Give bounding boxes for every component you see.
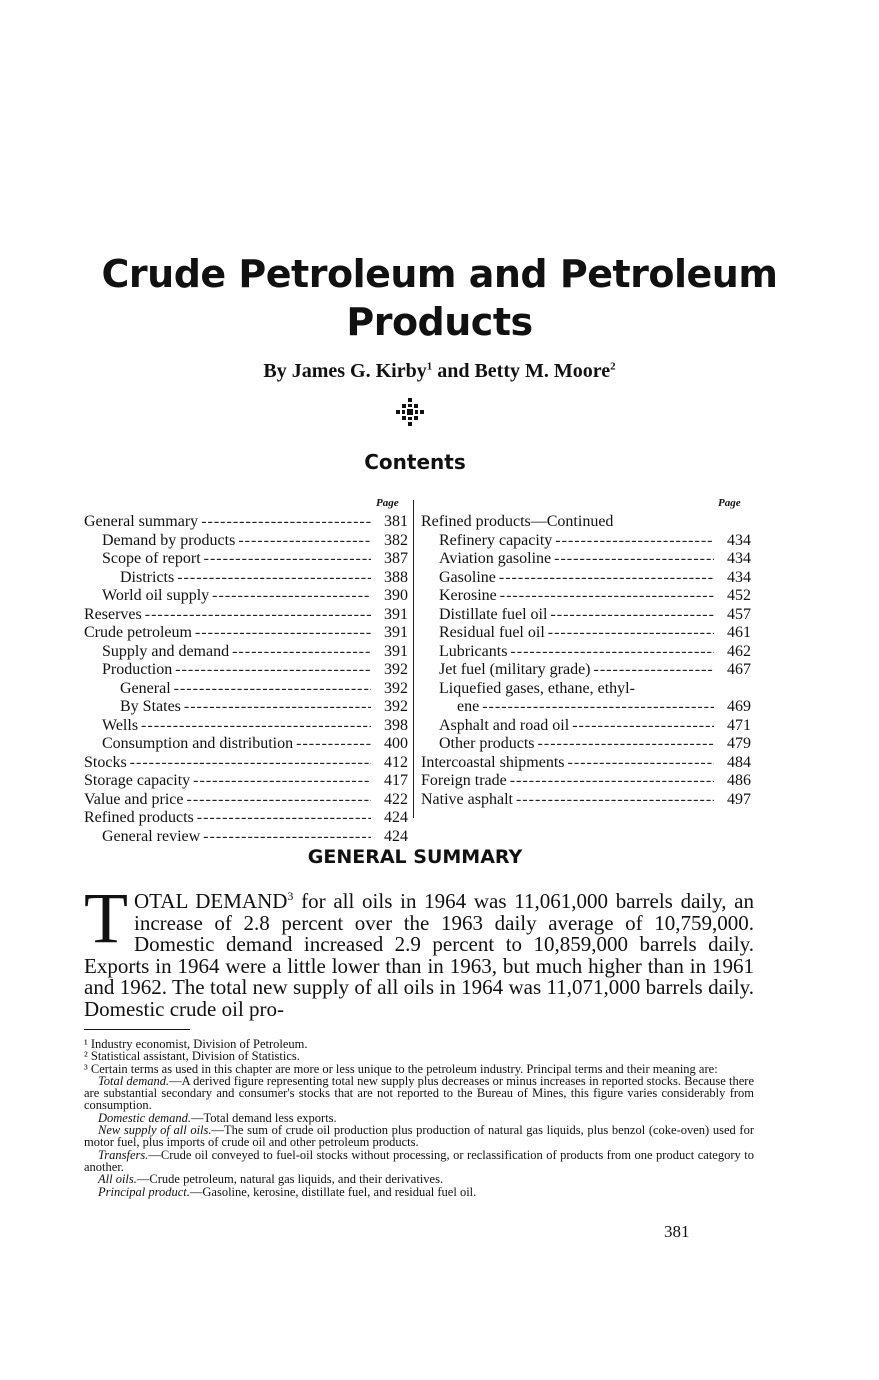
toc-leader-dots — [177, 569, 371, 588]
footnote-2: ² Statistical assistant, Division of Statistics. — [84, 1049, 300, 1064]
page-number: 381 — [664, 1222, 690, 1241]
definition-term: New supply of all oils. — [98, 1123, 212, 1138]
toc-entry-page: 391 — [384, 605, 408, 623]
toc-entry-page: 391 — [384, 624, 408, 641]
toc-leader-dots — [204, 550, 371, 569]
toc-leader-dots — [197, 809, 371, 828]
toc-leader-dots — [555, 532, 714, 551]
toc-left-column — [84, 513, 408, 846]
footnote-mark-3: 3 — [287, 889, 294, 903]
toc-entry — [84, 513, 408, 532]
toc-entry-page: 382 — [384, 531, 408, 549]
toc-leader-dots — [482, 698, 714, 717]
toc-entry-label: Supply and demand — [102, 642, 230, 660]
toc-entry — [421, 569, 751, 588]
toc-entry-page: 392 — [384, 698, 408, 715]
toc-entry — [421, 643, 751, 662]
toc-entry-page: 422 — [384, 790, 408, 808]
toc-leader-dots — [238, 532, 371, 551]
toc-entry-page: 452 — [727, 587, 751, 604]
toc-page-label-right: Page — [718, 497, 741, 509]
toc-entry-label: Native asphalt — [421, 790, 513, 808]
toc-entry-page: 471 — [727, 716, 751, 734]
toc-entry-page: 381 — [384, 513, 408, 530]
toc-entry-label: Gasoline — [439, 568, 496, 586]
toc-entry — [84, 809, 408, 828]
toc-entry-page: 390 — [384, 587, 408, 604]
toc-leader-dots — [203, 828, 371, 847]
toc-entry-page: 391 — [384, 642, 408, 660]
toc-entry-page: 424 — [384, 809, 408, 826]
toc-entry — [421, 680, 751, 699]
body-paragraph — [84, 878, 754, 1021]
footnote-3: ³ Certain terms as used in this chapter are more or less unique to the petroleum industry. Principal terms and their meaning are: — [84, 1061, 718, 1076]
toc-leader-dots — [193, 772, 371, 791]
definition-text: —The sum of crude oil production plus production of natural gas liquids, plus benzol (coke-oven) used for motor fuel, plus imports of crude oil and other petroleum products. — [84, 1123, 754, 1150]
toc-entry-label: Districts — [120, 568, 175, 586]
definition-term: Total demand. — [98, 1073, 170, 1088]
toc-entry — [84, 698, 408, 717]
toc-entry — [84, 624, 408, 643]
toc-entry — [421, 717, 751, 736]
toc-entry-label: Refinery capacity — [439, 531, 553, 549]
definition-text: —Crude oil conveyed to fuel-oil stocks without processing, or reclassification of products from one product category to another. — [84, 1147, 754, 1174]
toc-leader-dots — [187, 791, 371, 810]
toc-entry-page: 424 — [384, 827, 408, 845]
toc-leader-dots — [296, 735, 371, 754]
toc-entry — [421, 587, 751, 606]
toc-entry — [84, 828, 408, 847]
toc-entry-label: Foreign trade — [421, 772, 507, 789]
toc-entry-label: General review — [102, 827, 201, 845]
definition-text: —A derived figure representing total new supply plus decreases or minus increases in reported stocks. Because there are substantial secondary and consumer's stocks that are not reported to the Bureau of Mines, this figure varies considerably from consumption. — [84, 1073, 754, 1113]
definition-text: —Total demand less exports. — [191, 1110, 337, 1125]
footnote-definition — [84, 1149, 754, 1174]
toc-entry-label: Distillate fuel oil — [439, 605, 548, 623]
toc-leader-dots — [499, 569, 714, 588]
toc-entry — [84, 532, 408, 551]
toc-entry-label: Aviation gasoline — [439, 550, 552, 567]
title-line-2: Products — [346, 300, 533, 344]
toc-leader-dots — [141, 717, 371, 736]
toc-right-column — [421, 513, 751, 809]
toc-entry — [84, 680, 408, 699]
ornament-icon — [395, 397, 425, 427]
toc-leader-dots — [568, 754, 714, 773]
toc-entry-label: Demand by products — [102, 531, 236, 549]
toc-entry-label: Intercoastal shipments — [421, 753, 565, 771]
toc-leader-dots — [174, 680, 371, 699]
title-line-1: Crude Petroleum and Petroleum — [101, 252, 778, 296]
definition-term: Principal product. — [98, 1184, 190, 1199]
definition-text: —Crude petroleum, natural gas liquids, and their derivatives. — [136, 1172, 444, 1187]
toc-entry — [84, 606, 408, 625]
byline-author-1: By James G. Kirby — [263, 360, 427, 382]
toc-entry-page: 434 — [727, 568, 751, 586]
toc-entry-label: By States — [120, 698, 181, 715]
toc-leader-dots — [500, 587, 714, 606]
toc-entry-label: Consumption and distribution — [102, 735, 294, 752]
toc-entry — [421, 606, 751, 625]
toc-entry-label: Refined products — [84, 809, 194, 826]
footnote-definition — [84, 1075, 754, 1112]
footnote-definitions — [84, 1075, 754, 1198]
toc-entry-page: 400 — [384, 735, 408, 752]
toc-entry-page: 434 — [727, 550, 751, 567]
toc-entry-label: Wells — [102, 716, 139, 734]
toc-entry-label: World oil supply — [102, 587, 210, 604]
toc-entry — [84, 735, 408, 754]
toc-leader-dots — [594, 661, 715, 680]
byline-author-2: and Betty M. Moore — [432, 360, 611, 382]
toc-entry-label: Residual fuel oil — [439, 624, 545, 641]
toc-entry — [84, 643, 408, 662]
toc-entry — [421, 661, 751, 680]
footnote-definition — [84, 1124, 754, 1149]
definition-term: Domestic demand. — [98, 1110, 192, 1125]
toc-entry-label: Scope of report — [102, 550, 201, 567]
toc-leader-dots — [638, 680, 714, 699]
toc-entry-page: 461 — [727, 624, 751, 641]
toc-entry-label: General summary — [84, 513, 199, 530]
toc-entry-page: 479 — [727, 735, 751, 752]
toc-entry — [421, 698, 751, 717]
toc-entry-page: 457 — [727, 605, 751, 623]
document-title — [0, 250, 879, 346]
toc-divider — [413, 500, 414, 818]
toc-leader-dots — [184, 698, 371, 717]
toc-entry-label: Other products — [439, 735, 535, 752]
toc-entry — [421, 532, 751, 551]
toc-leader-dots — [175, 661, 371, 680]
footnote-rule — [84, 1029, 190, 1030]
footnote-definition — [84, 1186, 754, 1198]
toc-entry-label: Crude petroleum — [84, 624, 192, 641]
toc-entry-page: 417 — [384, 772, 408, 789]
toc-leader-dots — [201, 513, 371, 532]
toc-entry-page: 497 — [727, 790, 751, 808]
toc-entry-page: 398 — [384, 716, 408, 734]
toc-entry — [421, 550, 751, 569]
toc-entry-label: General — [120, 679, 171, 697]
footnote-mark-1: 1 — [426, 360, 433, 373]
toc-entry-label: Kerosine — [439, 587, 497, 604]
byline — [0, 360, 879, 383]
toc-leader-dots — [538, 735, 714, 754]
toc-entry-page: 486 — [727, 772, 751, 789]
toc-entry-page: 392 — [384, 661, 408, 678]
toc-leader-dots — [212, 587, 371, 606]
toc-entry — [84, 754, 408, 773]
toc-entry-page: 392 — [384, 679, 408, 697]
toc-entry-page: 412 — [384, 753, 408, 771]
body-lead: OTAL DEMAND — [133, 889, 288, 913]
toc-entry-page: 387 — [384, 550, 408, 567]
toc-entry — [421, 735, 751, 754]
definition-text: —Gasoline, kerosine, distillate fuel, and residual fuel oil. — [189, 1184, 477, 1199]
toc-leader-dots — [510, 772, 714, 791]
toc-page-label-left: Page — [376, 497, 399, 509]
toc-leader-dots — [195, 624, 371, 643]
footnote-1: ¹ Industry economist, Division of Petroleum. — [84, 1037, 308, 1051]
section-heading: GENERAL SUMMARY — [307, 846, 523, 868]
toc-entry-label: Liquefied gases, ethane, ethyl- — [439, 679, 635, 697]
body-text: for all oils in 1964 was 11,061,000 barrels daily, an increase of 2.8 percent over the 1963 daily average of 10,759,000. Domestic demand increased 2.9 percent to 10,859,000 barrels daily. Exports in 1964 were a little lower than in 1963, but much higher than in 1961 and 1962. The total new supply of all oils in 1964 was 11,071,000 barrels daily. Domestic crude oil pro- — [84, 889, 754, 1021]
toc-entry-label: Value and price — [84, 790, 184, 808]
toc-entry — [84, 661, 408, 680]
toc-entry-page: 434 — [727, 531, 751, 549]
toc-leader-dots — [572, 717, 714, 736]
drop-cap: T — [84, 878, 128, 958]
toc-entry-label: Asphalt and road oil — [439, 716, 570, 734]
toc-entry — [421, 513, 751, 532]
toc-entry — [421, 624, 751, 643]
toc-leader-dots — [548, 624, 714, 643]
toc-entry-page: 484 — [727, 753, 751, 771]
toc-leader-dots — [145, 606, 371, 625]
toc-leader-dots — [516, 791, 714, 810]
toc-entry-page — [717, 513, 751, 532]
toc-entry-label: Production — [102, 661, 173, 678]
toc-entry — [421, 772, 751, 791]
toc-leader-dots — [554, 550, 714, 569]
toc-leader-dots — [616, 513, 714, 532]
definition-term: All oils. — [98, 1172, 137, 1187]
toc-entry-page: 467 — [727, 661, 751, 678]
toc-entry-label: Lubricants — [439, 642, 508, 660]
toc-entry — [84, 791, 408, 810]
toc-entry — [84, 569, 408, 588]
toc-entry-label: Refined products—Continued — [421, 513, 614, 530]
definition-term: Transfers. — [98, 1147, 149, 1162]
footnote-mark-2: 2 — [610, 360, 616, 373]
toc-entry-label: ene — [457, 698, 480, 715]
toc-entry — [84, 772, 408, 791]
contents-heading: Contents — [364, 450, 466, 474]
toc-entry-label: Reserves — [84, 605, 142, 623]
toc-entry — [84, 717, 408, 736]
toc-entry — [421, 754, 751, 773]
toc-leader-dots — [510, 643, 714, 662]
toc-entry-label: Storage capacity — [84, 772, 191, 789]
toc-entry-label: Jet fuel (military grade) — [439, 661, 591, 678]
toc-entry-page: 388 — [384, 568, 408, 586]
toc-entry — [84, 550, 408, 569]
toc-entry-page: 462 — [727, 642, 751, 660]
toc-entry-page: 469 — [727, 698, 751, 715]
toc-leader-dots — [130, 754, 371, 773]
toc-entry — [421, 791, 751, 810]
toc-entry — [84, 587, 408, 606]
toc-entry-label: Stocks — [84, 753, 127, 771]
toc-entry-page — [717, 680, 751, 699]
footnotes — [84, 1038, 754, 1198]
toc-leader-dots — [232, 643, 371, 662]
toc-leader-dots — [550, 606, 714, 625]
